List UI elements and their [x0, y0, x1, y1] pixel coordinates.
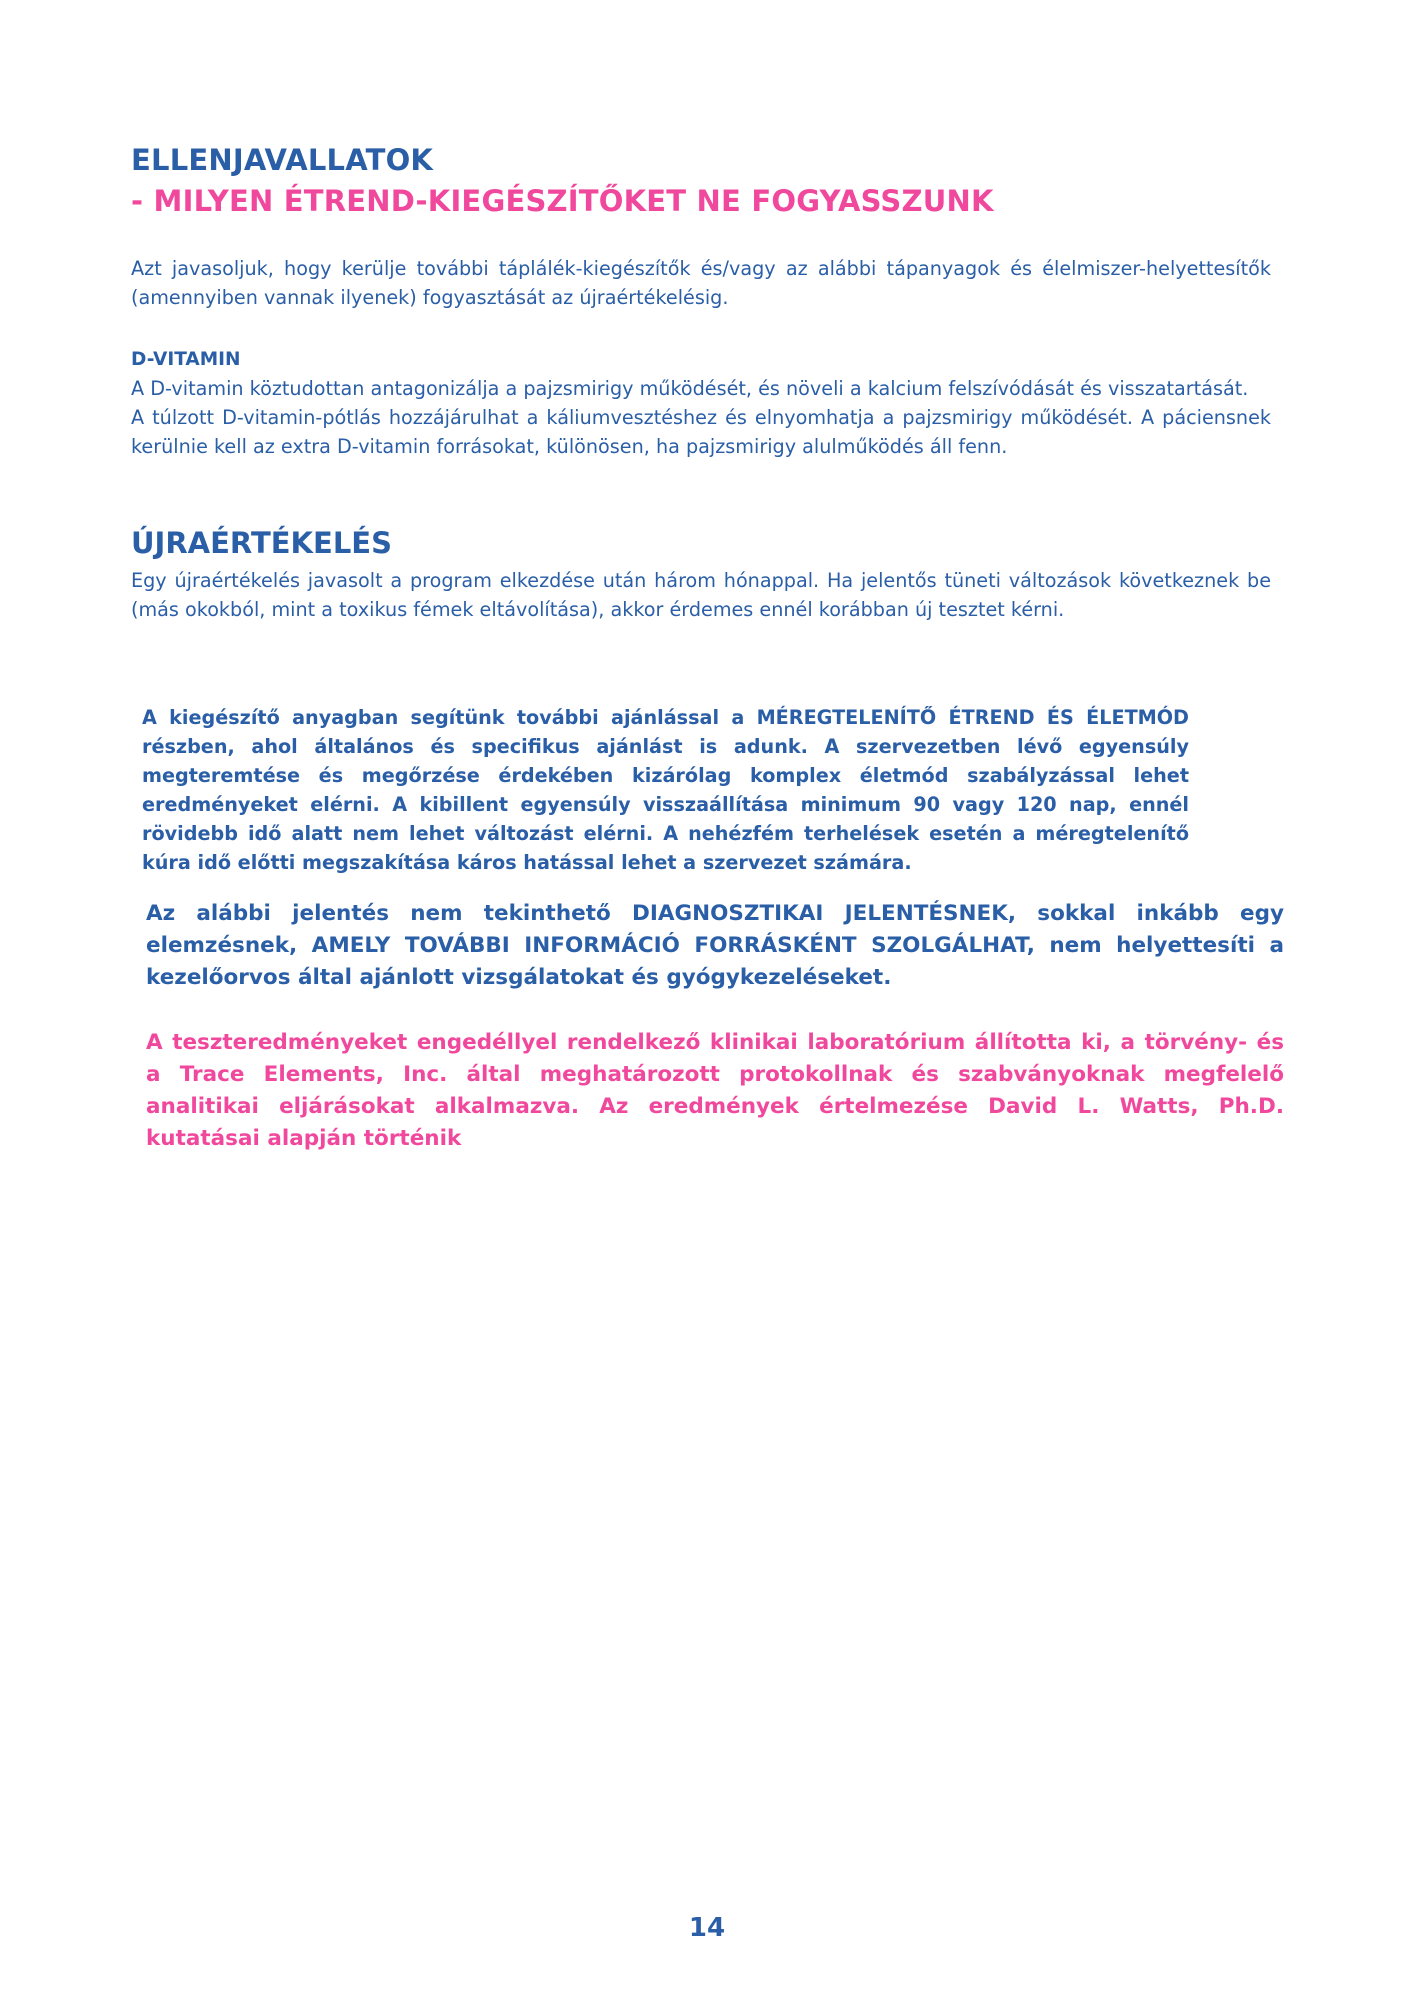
vitamin-d-title: D-VITAMIN — [131, 349, 241, 370]
contraindications-title: ELLENJAVALLATOK — [131, 143, 434, 177]
reevaluation-title: ÚJRAÉRTÉKELÉS — [131, 526, 392, 560]
section-heading — [131, 140, 1271, 222]
contraindications-intro: Azt javasoljuk, hogy kerülje további táplálék-kiegészítők és/vagy az alábbi tápanyagok és élelmiszer-helyettesítők (amennyiben vannak ilyenek) fogyasztását az újraértékelésig. — [131, 257, 1271, 309]
supplement-note-line: kúra idő előtti megszakítása káros hatással lehet a szervezet számára. — [142, 851, 912, 874]
contraindications-subtitle: - MILYEN ÉTREND-KIEGÉSZÍTŐKET NE FOGYASSZUNK — [131, 184, 994, 218]
supplement-note-line: megteremtése és megőrzése érdekében kizárólag komplex életmód szabályzással lehet — [142, 764, 1189, 787]
laboratory-note: A teszteredményeket engedéllyel rendelkező klinikai laboratórium állította ki, a törvény- és a Trace Elements, Inc. által meghatározott protokollnak és szabványoknak megfelelő analitikai eljárásokat alkalmazva. Az eredmények értelmezése David L. Watts, Ph.D. kutatásai alapján történik — [146, 1030, 1284, 1151]
supplement-note-line: részben, ahol általános és specifikus ajánlást is adunk. A szervezetben lévő egyensúly — [142, 735, 1189, 758]
vitamin-d-text — [131, 374, 1271, 461]
supplement-note-line: eredményeket elérni. A kibillent egyensúly visszaállítása minimum 90 vagy 120 nap, ennél — [142, 793, 1189, 816]
page-number: 14 — [688, 1913, 726, 1943]
diagnostic-disclaimer: Az alábbi jelentés nem tekinthető DIAGNOSZTIKAI JELENTÉSNEK, sokkal inkább egy elemzésnek, AMELY TOVÁBBI INFORMÁCIÓ FORRÁSKÉNT SZOLGÁLHAT, nem helyettesíti a kezelőorvos által ajánlott vizsgálatokat és gyógykezeléseket. — [146, 901, 1284, 990]
supplement-note-line: A kiegészítő anyagban segítünk további ajánlással a MÉREGTELENÍTŐ ÉTREND ÉS ÉLETMÓD — [142, 706, 1189, 729]
supplement-note — [142, 703, 1189, 877]
reevaluation-text: Egy újraértékelés javasolt a program elkezdése után három hónappal. Ha jelentős tüneti változások következnek be (más okokból, mint a toxikus fémek eltávolítása), akkor érdemes ennél korábban új tesztet kérni. — [131, 569, 1271, 621]
vitamin-d-paragraph-2: A túlzott D-vitamin-pótlás hozzájárulhat a káliumvesztéshez és elnyomhatja a pajzsmirigy működését. A páciensnek kerülnie kell az extra D-vitamin forrásokat, különösen, ha pajzsmirigy alulműködés áll fenn. — [131, 406, 1271, 458]
supplement-note-line: rövidebb idő alatt nem lehet változást elérni. A nehézfém terhelések esetén a méregtelenítő — [142, 822, 1189, 845]
vitamin-d-paragraph-1: A D-vitamin köztudottan antagonizálja a pajzsmirigy működését, és növeli a kalcium felszívódását és visszatartását. — [131, 377, 1249, 400]
